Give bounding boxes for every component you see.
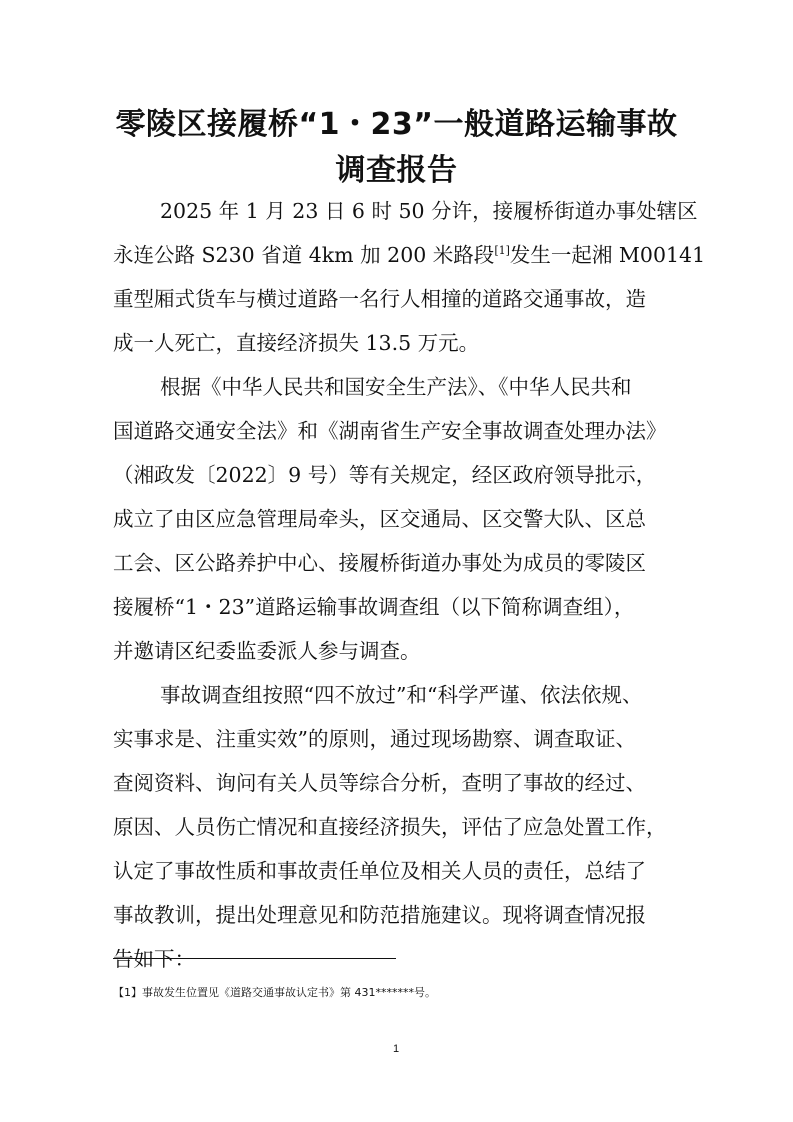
paragraph-2-line-1: 根据《中华人民共和国安全生产法》、《中华人民共和 [160,375,632,399]
footnote-text: 【1】事故发生位置见《道路交通事故认定书》第 431*******号。 [113,986,436,999]
paragraph-3-line-6: 事故教训，提出处理意见和防范措施建议。现将调查情况报 [113,903,646,927]
paragraph-3-line-1: 事故调查组按照“四不放过”和“科学严谨、依法依规、 [160,683,643,707]
paragraph-1-line-2 [113,240,705,270]
paragraph-2-line-2: 国道路交通安全法》和《湖南省生产安全事故调查处理办法》 [113,419,667,443]
paragraph-3-line-4: 原因、人员伤亡情况和直接经济损失，评估了应急处置工作， [113,815,667,839]
paragraph-1-line-4: 成一人死亡，直接经济损失 13.5 万元。 [113,331,480,355]
paragraph-1-line-2a: 永连公路 S230 省道 4km 加 200 米路段 [113,243,495,267]
paragraph-2-line-5: 工会、区公路养护中心、接履桥街道办事处为成员的零陵区 [113,551,646,575]
paragraph-1-line-3: 重型厢式货车与横过道路一名行人相撞的道路交通事故，造 [113,287,646,311]
footnote-reference[interactable]: [1] [494,244,510,258]
paragraph-3-line-2: 实事求是、注重实效”的原则，通过现场勘察、调查取证、 [113,727,636,751]
paragraph-3-line-5: 认定了事故性质和事故责任单位及相关人员的责任，总结了 [113,859,646,883]
paragraph-2-line-6: 接履桥“1・23”道路运输事故调查组（以下简称调查组）， [113,595,635,619]
document-title-line-2: 调查报告 [335,153,458,188]
paragraph-2-line-7: 并邀请区纪委监委派人参与调查。 [113,639,421,663]
paragraph-2-line-3: （湘政发〔2022〕9 号）等有关规定，经区政府领导批示， [113,463,657,487]
paragraph-1-line-1: 2025 年 1 月 23 日 6 时 50 分许，接履桥街道办事处辖区 [160,199,698,223]
page-number: 1 [392,1043,400,1055]
paragraph-3-line-7: 告如下： [113,947,195,971]
paragraph-2-line-4: 成立了由区应急管理局牵头，区交通局、区交警大队、区总 [113,507,646,531]
document-title-line-1: 零陵区接履桥“1・23”一般道路运输事故 [115,107,678,142]
paragraph-3-line-3: 查阅资料、询问有关人员等综合分析，查明了事故的经过、 [113,771,646,795]
footnote-divider [113,958,396,959]
paragraph-1-line-2b: 发生一起湘 M00141 [509,243,706,267]
